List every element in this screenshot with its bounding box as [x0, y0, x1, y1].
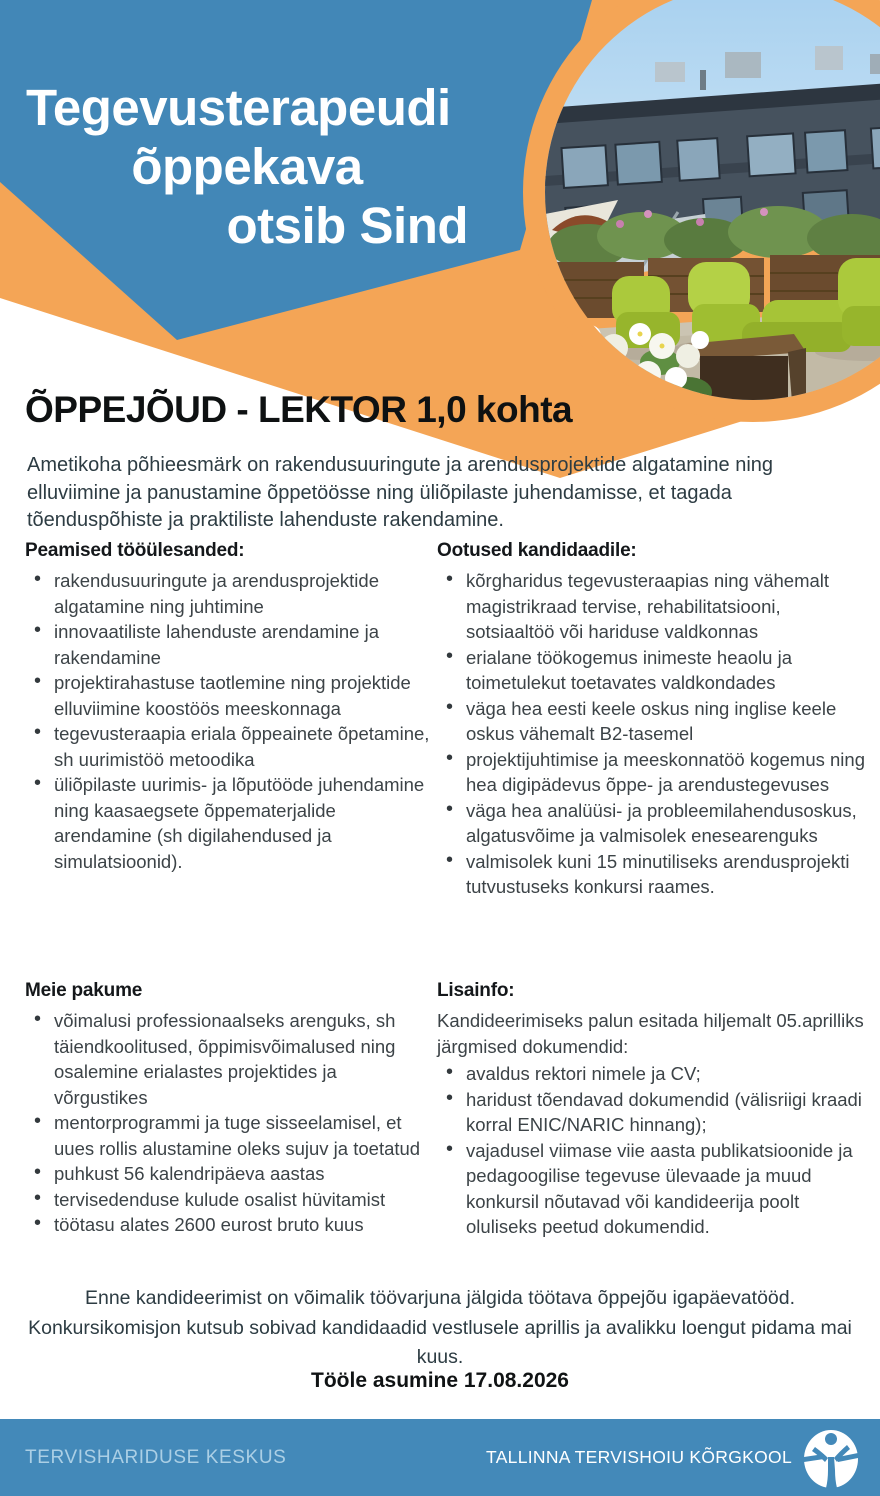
- footer-department-label: TERVISHARIDUSE KESKUS: [25, 1447, 287, 1468]
- list-item: • võimalusi professionaalseks arenguks, sh täiendkoolitused, õppimisvõimalused ning osalemine erialastes projektides ja võrgustikes: [25, 1008, 433, 1110]
- list-item: • erialane töökogemus inimeste heaolu ja toimetulekut toetavates valdkondades: [437, 645, 865, 696]
- closing-line: kuus.: [416, 1346, 464, 1368]
- section-info-title: Lisainfo:: [437, 980, 515, 1001]
- banner-title-line: otsib Sind: [226, 197, 468, 254]
- list-item: • haridust tõendavad dokumendid (välisriigi kraadi korral ENIC/NARIC hinnang);: [437, 1087, 867, 1138]
- list-item: • väga hea analüüsi- ja probleemilahendusoskus, algatusvõime ja valmisolek enesearenguks: [437, 798, 865, 849]
- footer-bar: [0, 1419, 880, 1496]
- expectations-list: [437, 568, 865, 900]
- offer-list: [25, 1008, 433, 1238]
- list-item: • tervisedenduse kulude osalist hüvitamist: [25, 1187, 433, 1213]
- list-item: • kõrgharidus tegevusteraapias ning vähemalt magistrikraad tervise, rehabilitatsiooni, sotsiaaltöö või hariduse valdkonnas: [437, 568, 865, 645]
- intro-line: elluviimine ja panustamine õppetöösse ning üliõpilaste juhendamisse, et tagada: [27, 481, 732, 504]
- list-item: • töötasu alates 2600 eurost bruto kuus: [25, 1212, 433, 1238]
- list-item: • vajadusel viimase viie aasta publikatsioonide ja pedagoogilise tegevuse ülevaade ja muud konkursil nõutavad või kandideerija poolt oluliseks peetud dokumendid.: [437, 1138, 867, 1240]
- footer-org-group: [486, 1419, 860, 1496]
- banner-title: [26, 78, 468, 255]
- list-item: • üliõpilaste uurimis- ja lõputööde juhendamine ning kaasaegsete õppematerjalide arendamine (sh digilahendused ja simulatsioonid).: [25, 772, 430, 874]
- list-item: • projektijuhtimise ja meeskonnatöö kogemus ning hea digipädevus õppe- ja arendustegevuses: [437, 747, 865, 798]
- list-item: • puhkust 56 kalendripäeva aastas: [25, 1161, 433, 1187]
- closing-paragraph: [0, 1284, 880, 1373]
- section-duties-title: Peamised tööülesanded:: [25, 540, 245, 561]
- banner-title-line: õppekava: [131, 138, 363, 195]
- list-item: • avaldus rektori nimele ja CV;: [437, 1061, 867, 1087]
- list-item: • projektirahastuse taotlemine ning projektide elluviimine koostöös meeskonnaga: [25, 670, 430, 721]
- info-intro: Kandideerimiseks palun esitada hiljemalt 05.aprilliks järgmised dokumendid:: [437, 1010, 864, 1057]
- college-logo-icon: [802, 1426, 860, 1490]
- list-item: • tegevusteraapia eriala õppeainete õpetamine, sh uurimistöö metoodika: [25, 721, 430, 772]
- section-info: [437, 980, 867, 1240]
- section-duties: [25, 540, 430, 874]
- intro-paragraph: [27, 452, 862, 535]
- footer-org-label: TALLINNA TERVISHOIU KÕRGKOOL: [486, 1447, 792, 1467]
- section-offer: [25, 980, 433, 1238]
- closing-line: Enne kandideerimist on võimalik töövarjuna jälgida töötava õppejõu igapäevatööd.: [84, 1287, 796, 1309]
- list-item: • väga hea eesti keele oskus ning inglise keele oskus vähemalt B2-tasemel: [437, 696, 865, 747]
- info-list: [437, 1061, 867, 1240]
- section-expectations-title: Ootused kandidaadile:: [437, 540, 637, 561]
- list-item: • valmisolek kuni 15 minutiliseks arendusprojekti tutvustuseks konkursi raames.: [437, 849, 865, 900]
- intro-line: tõenduspõhiste ja praktiliste lahenduste rakendamine.: [27, 509, 504, 531]
- list-item: • rakendusuuringute ja arendusprojektide algatamine ning juhtimine: [25, 568, 430, 619]
- section-offer-title: Meie pakume: [25, 980, 143, 1001]
- banner-title-line: Tegevusterapeudi: [26, 79, 451, 136]
- list-item: • innovaatiliste lahenduste arendamine ja rakendamine: [25, 619, 430, 670]
- section-expectations: [437, 540, 865, 900]
- page-title: ÕPPEJÕUD - LEKTOR 1,0 kohta: [25, 389, 573, 430]
- closing-line: Konkursikomisjon kutsub sobivad kandidaadid vestlusele aprillis ja avalikku loengut pidama mai: [28, 1316, 852, 1339]
- duties-list: [25, 568, 430, 874]
- intro-line: Ametikoha põhieesmärk on rakendusuuringute ja arendusprojektide algatamine ning: [27, 454, 774, 476]
- start-date: Tööle asumine 17.08.2026: [311, 1369, 569, 1392]
- list-item: • mentorprogrammi ja tuge sisseelamisel, et uues rollis alustamine oleks sujuv ja toetatud: [25, 1110, 433, 1161]
